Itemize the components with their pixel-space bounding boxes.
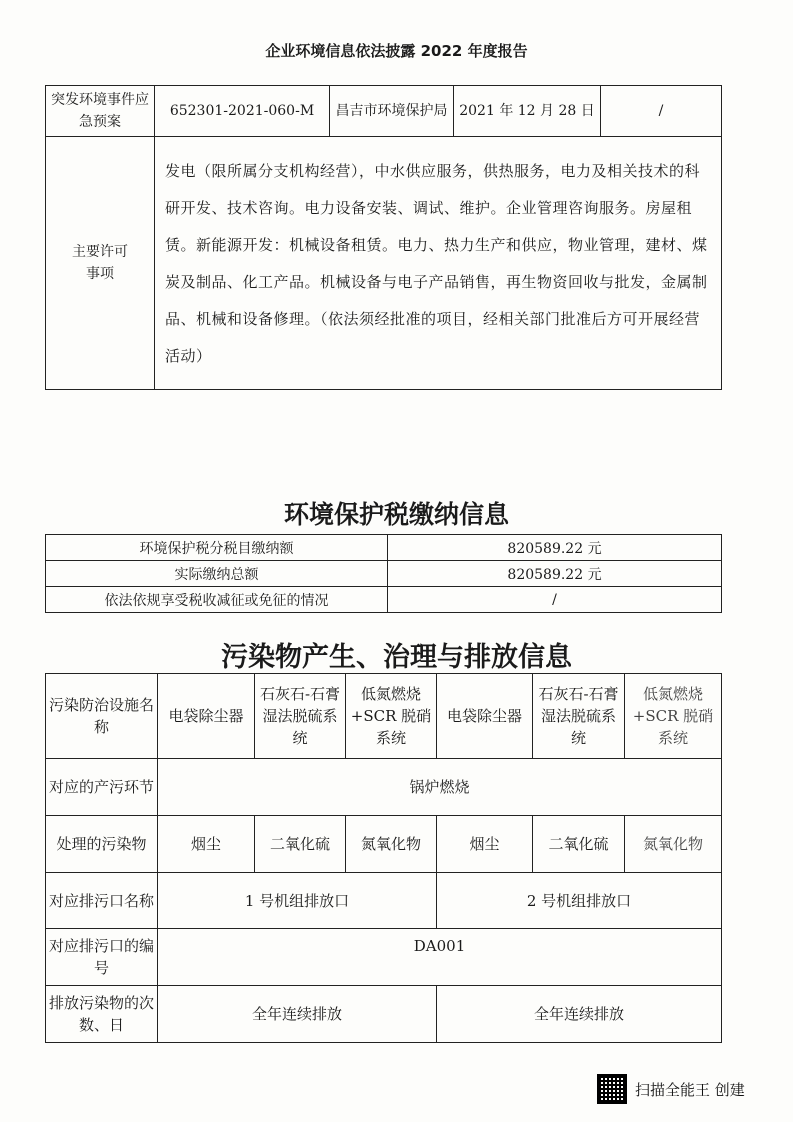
pollutant-label: 处理的污染物	[46, 816, 158, 873]
frequency-cell: 全年连续排放	[437, 986, 722, 1043]
tax-row-value: 820589.22 元	[388, 535, 722, 561]
tax-row-value: /	[388, 587, 722, 613]
frequency-row	[46, 986, 722, 1043]
tax-row-label: 环境保护税分税目缴纳额	[46, 535, 388, 561]
tax-row-value: 820589.22 元	[388, 561, 722, 587]
pollution-section-title: 污染物产生、治理与排放信息	[221, 642, 572, 673]
pollutant-cell: 氮氧化物	[346, 816, 437, 873]
qr-code-icon	[597, 1074, 627, 1104]
outlet-name-cell: 2 号机组排放口	[437, 873, 722, 929]
pollutant-cell: 氮氧化物	[625, 816, 722, 873]
emergency-permit-table	[45, 85, 722, 390]
report-title: 企业环境信息依法披露 2022 年度报告	[265, 42, 528, 60]
pollution-table	[45, 673, 722, 1043]
scanner-watermark	[597, 1073, 745, 1105]
outlet-code-value: DA001	[158, 929, 722, 986]
facility-cell: 石灰石-石膏湿法脱硫系统	[533, 674, 625, 759]
outlet-code-label: 对应排污口的编号	[46, 929, 158, 986]
tax-row	[46, 561, 722, 587]
facility-cell: 石灰石-石膏湿法脱硫系统	[255, 674, 346, 759]
tax-row-label: 依法依规享受税收减征或免征的情况	[46, 587, 388, 613]
pollutant-cell: 烟尘	[158, 816, 255, 873]
process-row	[46, 759, 722, 816]
pollutant-cell: 二氧化硫	[533, 816, 625, 873]
pollutant-row	[46, 816, 722, 873]
permits-row	[46, 137, 722, 390]
scanner-app-text: 扫描全能王 创建	[635, 1080, 745, 1099]
emergency-plan-agency: 昌吉市环境保护局	[330, 86, 454, 137]
facility-cell: 电袋除尘器	[158, 674, 255, 759]
pollutant-cell: 二氧化硫	[255, 816, 346, 873]
emergency-plan-row	[46, 86, 722, 137]
facility-cell: 电袋除尘器	[437, 674, 533, 759]
emergency-plan-code: 652301-2021-060-M	[155, 86, 330, 137]
tax-table	[45, 534, 722, 613]
emergency-plan-date: 2021 年 12 月 28 日	[454, 86, 601, 137]
process-value: 锅炉燃烧	[158, 759, 722, 816]
emergency-plan-label: 突发环境事件应急预案	[46, 86, 155, 137]
process-label: 对应的产污环节	[46, 759, 158, 816]
permits-text: 发电（限所属分支机构经营），中水供应服务，供热服务，电力及相关技术的科研开发、技术咨询。电力设备安装、调试、维护。企业管理咨询服务。房屋租赁。新能源开发：机械设备租赁。电力、热力生产和供应，物业管理，建材、煤炭及制品、化工产品。机械设备与电子产品销售，再生物资回收与批发，金属制品、机械和设备修理。（依法须经批准的项目，经相关部门批准后方可开展经营活动）	[155, 137, 722, 390]
tax-row	[46, 535, 722, 561]
facility-cell: 低氮燃烧+SCR 脱硝系统	[346, 674, 437, 759]
outlet-name-label: 对应排污口名称	[46, 873, 158, 929]
facility-cell: 低氮燃烧+SCR 脱硝系统	[625, 674, 722, 759]
facility-label: 污染防治设施名称	[46, 674, 158, 759]
frequency-label: 排放污染物的次数、日	[46, 986, 158, 1043]
frequency-cell: 全年连续排放	[158, 986, 437, 1043]
tax-section-title: 环境保护税缴纳信息	[283, 500, 509, 529]
tax-row	[46, 587, 722, 613]
outlet-code-row	[46, 929, 722, 986]
outlet-name-cell: 1 号机组排放口	[158, 873, 437, 929]
emergency-plan-extra: /	[601, 86, 722, 137]
tax-row-label: 实际缴纳总额	[46, 561, 388, 587]
permits-label: 主要许可事项	[46, 137, 155, 390]
facility-row	[46, 674, 722, 759]
pollutant-cell: 烟尘	[437, 816, 533, 873]
outlet-name-row	[46, 873, 722, 929]
